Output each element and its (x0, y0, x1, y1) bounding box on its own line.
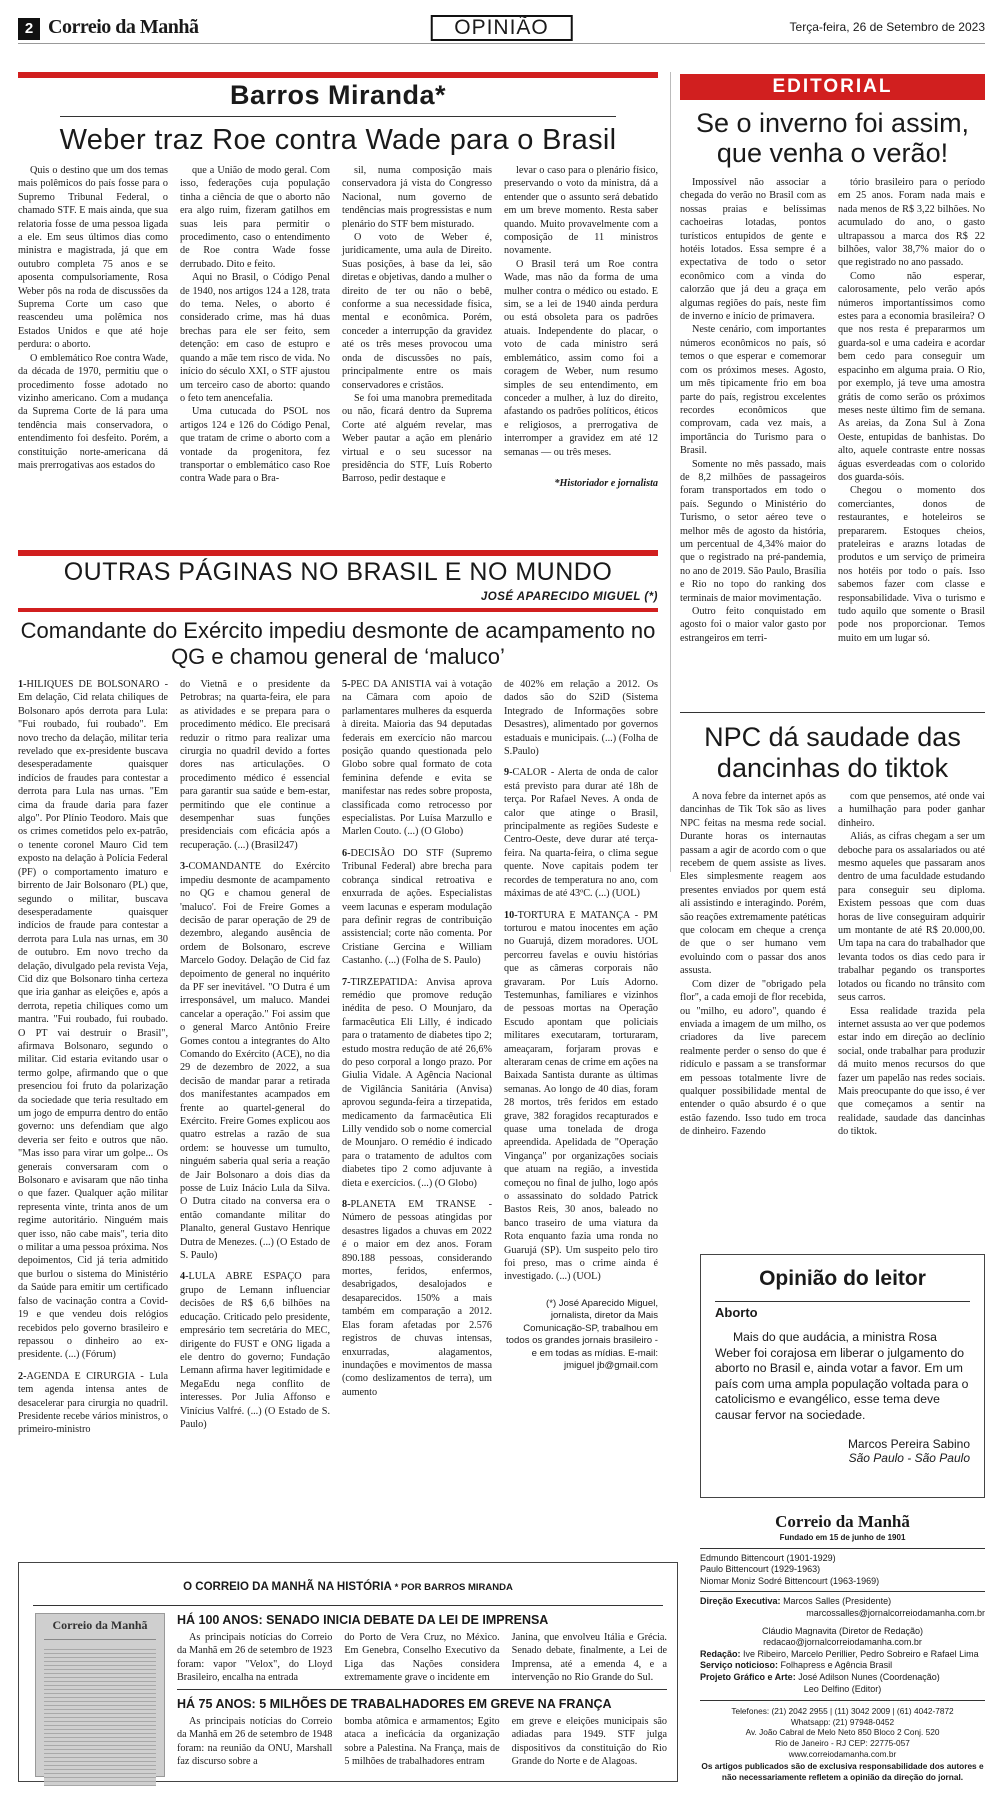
note-text: vai à votação na Câmara com apoio de parlamentares mulheres da esquerda à direita. Maioria das 94 deputadas federais em exercício não marcou posição quando questionada pelo Globo sobre qual formato de cota feminina defende e evita se manifestar nas redes sobre proposta, classificada como retrocesso por especialistas. Por Luísa Marzullo e Marlen Couto. (...) (O Globo) (342, 679, 492, 838)
divider (33, 1605, 663, 1606)
whatsapp-number: Whatsapp: (21) 97948-0452 (790, 1716, 895, 1727)
paragraph: Uma cutucada do PSOL nos artigos 124 e 126 do Código Penal, que tratam de crime o aborto com a vontade da progenitora, fez transportar o emblemático caso Roe contra Wade para o Bra- (180, 406, 330, 485)
article-author: Barros Miranda* (229, 80, 447, 110)
paragraph: A nova febre da internet após as dancinhas de Tik Tok são as lives NPC feitas na mesma rede social. Durante horas os internautas passam a agir de acordo com o que recebem de quem assiste as lives. Eles simplesmente reagem aos presentes enviados por quem está ali assistindo e interagindo. Porém, são reações extremamente patéticas que colocam em cheque a crença de que o ser humano vem evoluindo com o passar dos anos assusta. (680, 791, 826, 977)
note-number: 5- (342, 679, 351, 690)
red-rule (18, 608, 658, 612)
news-note (342, 847, 492, 968)
news-note (342, 1198, 492, 1399)
editorial-title: Se o inverno foi assim, que venha o verão! (695, 108, 970, 168)
paragraph: que a União de modo geral. Com isso, federações cuja população tinha a ciência de que o aborto não era algo ruim, fizeram gatilhos em suas leis para permitir o procedimento, caso o entendimento de Roe contra Wade fosse derrubado. Dito e feito. (180, 165, 330, 270)
paragraph: O emblemático Roe contra Wade, da década de 1970, permitiu que o procedimento fosse adotado no vizinho americano. Com a mudança da Suprema Corte de lá para uma tendência mais conservadora, o entendimento foi desfeito. Porém, a constituição norte-americana dá mais prerrogativas aos estados do (18, 352, 168, 471)
note-text: de 402% em relação a 2012. Os dados são do S2iD (Sistema Integrado de Informações sobre Desastres), alimentado por governos estaduais e municipais. (...) (Folha de S.Paulo) (504, 679, 658, 758)
news-note (504, 678, 658, 758)
staff-masthead: Correio da Manhã (775, 1512, 910, 1531)
founded-date: Fundado em 15 de junho de 1901 (779, 1533, 906, 1542)
divider (177, 1689, 667, 1690)
divider (60, 116, 616, 117)
reader-location: São Paulo - São Paulo (848, 1451, 970, 1465)
history-text: do Porto de Vera Cruz, no México. Em Genebra, Conselho Executivo da Liga das Nações considera extremamente grave o incidente em (344, 1632, 500, 1684)
article-title: Weber traz Roe contra Wade para o Brasil (59, 124, 617, 156)
note-heading: DECISÃO DO STF (350, 847, 444, 859)
notes-column-2 (180, 678, 330, 1439)
history-item-body (177, 1715, 667, 1769)
note-text: do Vietnã e o presidente da Petrobras; na quarta-feira, ele para as atividades e se prepara para o procedimento médico. Ele precisará reduzir o ritmo para realizar uma cirurgia no quadril devido a fortes dores nas articulações. O procedimento médico é essencial para garantir sua saúde e bem-estar, permitindo que ele continue a desempenhar suas funções presidenciais com eficácia após a recuperação. (...) (Brasil247) (180, 679, 330, 851)
news-note (504, 766, 658, 900)
issue-date: Terça-feira, 26 de Setembro de 2023 (789, 20, 985, 34)
note-number: 8- (342, 1199, 351, 1211)
founder: Niomar Moniz Sodré Bittencourt (1963-1969) (700, 1575, 880, 1586)
contact-block (700, 1706, 985, 1782)
history-item-1 (177, 1613, 667, 1685)
section-title: OUTRAS PÁGINAS NO BRASIL E NO MUNDO (63, 558, 613, 586)
history-item-title: HÁ 75 ANOS: 5 MILHÕES DE TRABALHADORES EM GREVE NA FRANÇA (177, 1697, 612, 1711)
staff-value: José Adilson Nunes (Coordenação) (798, 1671, 940, 1682)
section-label: OPINIÃO (430, 15, 573, 41)
staff-email[interactable]: marcossalles@jornalcorreiodamanha.com.br (806, 1607, 985, 1618)
section-headline: Comandante do Exército impediu desmonte de acampamento no QG e chamou general de ‘maluco’ (20, 618, 656, 669)
notes-column-3 (342, 678, 492, 1407)
history-text: Janina, que envolveu Itália e Grécia. Senado debate, finalmente, a Lei de Imprensa, até a emenda 4, e a intervenção no Rio Grande do Sul. (511, 1632, 667, 1684)
note-heading: AGENDA E CIRURGIA (26, 1370, 135, 1382)
note-number: 7- (342, 976, 351, 988)
staff-label: Serviço noticioso: (700, 1660, 779, 1671)
paragraph: Se foi uma manobra premeditada ou não, ficará dentro da Suprema Corte até alguém revelar, mas Weber pautar a ação em plenário virtual e o seu sucessor na presidência do STF, Luís Roberto Barroso, pedir destaque e (342, 392, 492, 485)
history-item-2 (177, 1697, 667, 1769)
note-number: 3- (180, 861, 189, 873)
note-heading: PEC DA ANISTIA (350, 679, 432, 690)
note-number: 4- (180, 1271, 189, 1283)
reader-opinion-title: Opinião do leitor (759, 1267, 926, 1290)
note-heading: HILIQUES DE BOLSONARO (26, 679, 160, 690)
red-rule (18, 550, 658, 556)
paragraph: Com dizer de "obrigado pela flor", a cada emoji de flor recebida, ou "milho, eu adoro", quando é enviada a imagem de um milho, os criadores da live parecem realmente perder o senso do que é ridículo e passam a se transformar em pessoas totalmente livre de qualquer possibilidade mental de entender o quão absurdo é o que estão fazendo. Isso tudo em troca de dinheiro. Fazendo (680, 978, 826, 1138)
staff-value: Folhapress e Agência Brasil (780, 1660, 893, 1671)
staff-value: Leo Delfino (Editor) (803, 1683, 882, 1694)
founder: Paulo Bittencourt (1929-1963) (700, 1564, 821, 1575)
editorial-tag: EDITORIAL (680, 74, 985, 100)
note-text: - Lula tem agenda intensa antes de desacelerar para cirurgia no quadril. Presidente recebe vários ministros, o primeiro-ministro (18, 1370, 168, 1436)
staff-value: Marcos Salles (Presidente) (783, 1596, 892, 1607)
history-header (19, 1581, 677, 1593)
paragraph: Aliás, as cifras chegam a ser um deboche para os assalariados ou até mesmo aqueles que passaram anos dentro de uma faculdade estudando para conseguir seu diploma. Existem pessoas que com duas horas de live conseguiram adquirir um montante de até R$ 20.000,00. Um tapa na cara do trabalhador que levanta todos os dias cedo para ir trabalhar pegando os transportes lotados ou ficando no trânsito com seus carros. (838, 831, 985, 1004)
editorial-column-1 (680, 176, 826, 645)
note-text: (Supremo Tribunal Federal) abre brecha para cobrança sindical retroativa e enxurrada de ações. Especialistas veem lacunas e esperam modulação para definir regras de contribuição assistencial; corte não comenta. Por Cristiane Gercina e William Castanho. (...) (Folha de S. Paulo) (342, 847, 492, 967)
note-text: - Alerta de onda de calor está previsto para durar até 18h de terça. Por Rafael Neves. A onda de calor que atinge o Brasil, principalmente as regiões Sudeste e Centro-Oeste, deve durar até terça-feira. Na quarta-feira, o clima segue quente. Nove capitais podem ter recordes de temperatura no ano, com máximas de até 43ºC. (...) (UOL) (504, 767, 658, 900)
staff-box (700, 1512, 985, 1792)
history-text: As principais notícias do Correio da Manhã em 26 de setembro de 1948 foram: na reunião da ONU, Marshall faz discurso sobre a (177, 1716, 333, 1768)
article-column-2 (180, 164, 330, 486)
paragraph: levar o caso para o plenário físico, preservando o voto da ministra, dá a entender que o assunto será debatido em um breve momento. Resta saber quando. Muito provavelmente com a composição de 11 ministros novamente. (504, 165, 658, 257)
byline: JOSÉ APARECIDO MIGUEL (*) (480, 591, 658, 603)
news-note (504, 909, 658, 1284)
note-heading: TIRZEPATIDA (350, 976, 415, 988)
note-text: - PM torturou e matou inocentes em ação no Guarujá, dizem moradores. UOL percorreu favelas e ouviu histórias que as câmeras corporais não gravaram. Por Luís Adorno. Testemunhas, familiares e vizinhos de pessoas mortas na Operação Escudo apontam que policiais militares executaram, torturaram, ameaçaram, forjaram provas e alteraram cenas de crime em ações na Baixada Santista durante as últimas semanas. Ao longo de 40 dias, foram 28 mortos, três feridos em estado grave, 382 foragidos recapturados e quase uma tonelada de droga apreendida. Apelidada de "Operação Vingança" por organizações sociais que atuam na região, a investida começou no final de julho, logo após o assassinato do soldado Patrick Bastos Reis, 30 anos, baleado no banco traseiro de uma viatura da Rota enquanto fazia uma ronda no Guarujá (SP). Um suspeito pelo tiro foi preso, mas o crime ainda é investigado. (...) (UOL) (504, 909, 658, 1283)
editorial-column-2 (838, 176, 985, 645)
history-text: bomba atômica e armamentos; Egito ataca a ineficácia da organização sobre a Palestina. Na França, mais de 5 milhões de trabalhadores entram (344, 1716, 500, 1768)
npc-title: NPC dá saudade das dancinhas do tiktok (704, 722, 961, 783)
news-note (180, 1270, 330, 1431)
paragraph: Aqui no Brasil, o Código Penal de 1940, nos artigos 124 a 128, trata do tema. Neles, o aborto é considerado crime, mas há duas brechas para ele ser feito, sem detenção: em caso de estupro e quando a mãe tem risco de vida. No início do século XXI, o STF ajustou um terceiro caso de aborto: quando o feto tem anencefalia. (180, 272, 330, 404)
note-heading: CALOR (512, 767, 548, 779)
old-newspaper-clipping-image (35, 1613, 165, 1777)
reader-opinion-subject: Aborto (715, 1305, 758, 1320)
paragraph: O Brasil terá um Roe contra Wade, mas não da forma de uma mulher contra o médico ou estado. E sim, se a lei de 1940 ainda perdura ou está obsoleta para os padrões atuais. Independente do placar, o voto de cada ministro será emblemático, assim como foi a coragem de Weber, num resumo simples de seu entendimento, em conceder a mulher, à luz do direito, afastando os padrões políticos, éticos e religiosos, a prerrogativa de interromper a gravidez em até 12 semanas — ou três meses. (504, 258, 658, 458)
disclaimer: Os artigos publicados são de exclusiva responsabilidade dos autores e não necessariamente refletem a opinião da direção do jornal. (701, 1761, 984, 1782)
news-note (18, 678, 168, 1362)
paragraph: Como não esperar, calorosamente, pelo verão após números importantíssimos como estes para a economia brasileira? O que nos resta é prepararmos um guarda-sol e uma cadeira e acordar bem cedo para conseguir um espacinho em alguma praia. O Rio, por exemplo, já teve uma amostra grátis de como serão os próximos meses neste último fim de semana. As areias, da Zona Sul à Zona Oeste, entupidas de banhistas. Do alto, aquele contraste entre nossas águas esverdeadas com o colorido dos guarda-sóis. (838, 270, 985, 483)
history-item-title: HÁ 100 ANOS: SENADO INICIA DEBATE DA LEI DE IMPRENSA (177, 1613, 549, 1627)
note-heading: LULA ABRE ESPAÇO (188, 1271, 302, 1283)
clipping-masthead: Correio da Manhã (52, 1618, 148, 1632)
staff-label: Redação: (700, 1648, 741, 1659)
phone-numbers: Telefones: (21) 2042 2955 | (11) 3042 2009 | (61) 4042-7872 (731, 1706, 954, 1717)
staff-label: Projeto Gráfico e Arte: (700, 1671, 796, 1682)
page-number: 2 (18, 18, 40, 40)
reader-name: Marcos Pereira Sabino (847, 1437, 970, 1451)
note-text: do Exército impediu desmonte de acampamento no QG e chamou general de 'maluco'. Foi de Freire Gomes a decisão de parar operação de 29 de dezembro, alegando ausência de ordem de Bolsonaro, escreve Marcelo Godoy. Delação de Cid faz depoimento de general no inquérito da PF ser inevitável. "O Dutra é um irresponsável, um maluco. Mandei cancelar a operação." Foi assim que o general Marco Antônio Freire Gomes contou a integrantes do Alto Comando do Exército (ACE), no dia 29 de dezembro de 2022, a sua decisão de mandar parar a retirada dos manifestantes acampados em frente ao quartel-general do Exército. Freire Gomes explicou aos quatro estrelas a razão de sua ordem: se houvesse um tumulto, ninguém saberia qual seria a reação de Jair Bolsonaro a dois dias da posse de Luiz Inácio Lula da Silva. O Dutra citado na conversa era o então comandante militar do Planalto, general Gustavo Henrique Dutra de Menezes. (...) (O Estado de S. Paulo) (180, 861, 330, 1262)
red-rule (18, 72, 658, 78)
note-heading: PLANETA EM TRANSE (350, 1199, 476, 1211)
paragraph: Neste cenário, com importantes números econômicos no país, só temos o que esperar e comemorar com os próximos meses. Agosto, um mês tipicamente frio em boa parte do país, registrou excelentes recordes econômicos que comprovam, cada vez mais, a importância do Turismo para o Brasil. (680, 324, 826, 457)
staff-value: Ive Ribeiro, Marcelo Perillier, Pedro Sobreiro e Rafael Lima (743, 1648, 979, 1659)
founder: Edmundo Bittencourt (1901-1929) (700, 1552, 836, 1563)
history-text: em greve e eleições municipais são adiadas para 1949. STF julga dispositivos da constituição do Rio Grande do Norte e de Alagoas. (511, 1716, 667, 1768)
staff-email[interactable]: redacao@jornalcorreiodamanha.com.br (763, 1637, 922, 1648)
paragraph: O voto de Weber é, juridicamente, uma aula de Direito. Suas posições, à base da lei, são diretas e objetivas, dando a mulher o direito de ter ou não o bebê, conforme a sua necessidade física, mental e econômica. Porém, conceder a interrupção da gravidez até os três meses provocou uma onda de discussões no país, principalmente entre os mais conservadores e cristãos. (342, 232, 492, 391)
reader-opinion-box (700, 1254, 985, 1498)
staff-value: Cláudio Magnavita (Diretor de Redação) (761, 1625, 924, 1636)
address: Av. João Cabral de Melo Neto 850 Bloco 2 Conj. 520 (745, 1727, 940, 1738)
history-title: O CORREIO DA MANHÃ NA HISTÓRIA (183, 1581, 392, 1593)
history-byline: * POR BARROS MIRANDA (394, 1582, 513, 1593)
city: Rio de Janeiro - RJ CEP: 22775-057 (775, 1737, 910, 1748)
reader-opinion-text: Mais do que audácia, a ministra Rosa Weber foi corajosa em liberar o julgamento do aborto no Brasil e, ainda votar a favor. Em um país com uma ampla população voltada para o catolicismo e evangélico, esse tema deve causar fervor na sociedade. (715, 1330, 969, 1422)
note-text: : Anvisa aprova remédio que promove redução inédita de peso. O Mounjaro, da farmacêutica Eli Lilly, é indicado para o tratamento de diabetes tipo 2; estudo mostra redução de até 26,6% do peso corporal a longo prazo. Por Giulia Vidale. A Agência Nacional de Vigilância Sanitária (Anvisa) aprovou segunda-feira a tirzepatida, medicamento da farmacêutica Eli Lilly vendido sob o nome comercial de Mounjaro. O remédio é indicado para o tratamento de adultos com diabetes tipo 2 como adjuvante à dieta e exercícios. (...) (O Globo) (342, 976, 492, 1189)
paragraph: Chegou o momento dos comerciantes, donos de restaurantes, e hoteleiros se prepararem. Estoques cheios, prateleiras e arazns lotadas de produtos e um serviço de primeira nos hotéis por todo o país. Isso sabemos fazer com classe e responsabilidade. Viva o turismo e tudo aquilo que somente o Brasil pode nos proporcionar. Temos muito em um lugar só. (838, 485, 985, 644)
news-note (18, 1370, 168, 1437)
article-footnote: *Historiador e jornalista (554, 477, 658, 489)
staff-label: Direção Executiva: (700, 1596, 781, 1607)
npc-column-1 (680, 790, 826, 1139)
notes-column-4 (504, 678, 658, 1373)
notes-column-1 (18, 678, 168, 1445)
history-item-body (177, 1631, 667, 1685)
history-box (18, 1562, 678, 1782)
article-column-4 (504, 164, 658, 490)
page-header (18, 14, 985, 44)
article-column-3 (342, 164, 492, 486)
newspaper-name: Correio da Manhã (48, 16, 199, 38)
note-text: para grupo de Lemann influenciar decisões de R$ 6,6 bilhões na educação. Criticado pelo presidente, empresário tem secretária do MEC, dirigente do FUST e ONG ligada a ele dentro do governo; Fundação Lemann afirma haver legitimidade e MegaEdu nega conflito de interesses. Por Julia Affonso e Vinícius Valfré. (...) (O Estado de S. Paulo) (180, 1271, 330, 1430)
npc-column-2 (838, 790, 985, 1139)
paragraph: com que pensemos, até onde vai a humilhação para poder ganhar dinheiro. (838, 791, 985, 829)
news-note (342, 678, 492, 839)
divider (680, 712, 985, 713)
paragraph: Quis o destino que um dos temas mais polêmicos do país fosse para o Supremo Tribunal Federal, o chamado STF. E mais ainda, que sua relatoria fosse de uma pessoa ligada a ele. Em seus últimos dias como ministra e magistrada, já que em outubro completa 75 anos e se aposenta compulsoriamente, Rosa Weber pôs na roda de discussões da Suprema Corte um caso que reascendeu uma polêmica nos Estados Unidos e que até hoje perdura: o aborto. (18, 165, 168, 351)
website-link[interactable]: www.correiodamanha.com.br (788, 1748, 897, 1759)
note-number: 1- (18, 679, 27, 690)
paragraph: Essa realidade trazida pela internet assusta ao ver que podemos estar indo em direção ao declínio social, onde trabalhar para produzir dá muito menos recursos do que fazer um papelão nas redes sociais. Mais preocupante do que isso, é ver que começamos a sentir na realidade, saudade das dancinhas do tiktok. (838, 1005, 985, 1138)
note-number: 9- (504, 767, 513, 779)
note-heading: COMANDANTE (188, 861, 261, 873)
news-note (342, 976, 492, 1191)
note-number: 2- (18, 1370, 27, 1382)
paragraph: Outro feito conquistado em agosto foi o maior valor gasto por estrangeiros em terri- (680, 606, 826, 644)
note-heading: TORTURA E MATANÇA (517, 909, 630, 921)
paragraph: Somente no mês passado, mais de 8,2 milhões de passageiros foram transportados em todo o país. Segundo o Ministério do Turismo, o setor aéreo teve o melhor mês de agosto da história, um percentual de 4,34% maior do que o registrado na pré-pandemia, no ano de 2019. São Paulo, Brasília e Rio no topo do ranking dos terminais de maior movimentação. (680, 458, 826, 604)
divider (715, 1301, 970, 1302)
column-rule (670, 72, 671, 872)
paragraph: Impossível não associar a chegada do verão no Brasil com as nossas praias e belíssimas cachoeiras lotadas, pontos turísticos entupidos de gente e hotéis lotados. Essa sempre é a expectativa de todo o setor econômico com a vinda do calorzão que já deu a graça em algumas regiões do país, neste fim de inverno e início de primavera. (680, 177, 826, 323)
paragraph: sil, numa composição mais conservadora já vista do Congresso Nacional, num governo de tendências mais progressistas e num plenário do STF bem misturado. (342, 165, 492, 230)
note-number: 6- (342, 847, 351, 859)
note-text: - Em delação, Cid relata chiliques de Bolsonaro após derrota para Lula: "Fui roubado, fui roubado". Em novo trecho da delação, militar teria revelado que ex-presidente buscava desesperadamente quaisquer indícios de fraudes para contestar a derrota para Lula nas urnas. "Em cima da fraude daria para fazer algo". Por Plínio Teodoro. Mais que os crimes cometidos pelo ex-patrão, o tenente coronel Mauro Cid tem exposto na delação à Polícia Federal (PF) o comportamento imaturo e birrento de Jair Bolsonaro (PL) que, segundo o militar, buscava desesperadamente quaisquer indícios de fraude para contestar a derrota para Lula nas urnas, em 30 de outubro. Em novo trecho da delação, divulgado pela revista Veja, Cid diz que Bolsonaro tinha certeza que iria ganhar as eleições e, após a derrota, repetia chiliques como um mantra. "Fui roubado, fui roubado. O PT vai destruir o Brasil", afirmava Bolsonaro, segundo o militar. Cid estaria evitando usar o termo golpe, afirmando que o que presenciou foi fruto da polarização da sociedade que teria resultado em um jogo de empurra dentro do então governo: uns defendiam que algo deveria ser feito e outros que não. "Mas isso para virar um golpe... Os generais conversaram com o Bolsonaro e avisaram que não tinha o que fazer. Qualquer ação militar representa vinte, trinta anos de um regime autoritário. Ninguém mais quer isso, não cabe mais", teria dito o militar a uma pessoa próxima. Nos depoimentos, Cid já teria admitido que burlou o sistema do Ministério da Saúde para emitir um certificado falso de vacinação contra a Covid-19 e que vendeu dois relógios recebidos pelo governo brasileiro e repassou o dinheiro ao ex-presidente. (...) (Fórum) (18, 679, 168, 1361)
news-note (180, 678, 330, 852)
paragraph: tório brasileiro para o período em 25 anos. Foram nada mais e nada menos de R$ 3,22 bilhões. No acumulado do ano, o gasto ultrapassou a marca dos R$ 22 bilhões, valor 38,7% maior do o que registrado no ano passado. (838, 177, 985, 269)
history-text: As principais notícias do Correio da Manhã em 26 de setembro de 1923 foram: vapor "Velox", do Lloyd Brasileiro, encalha na entrada (177, 1632, 333, 1684)
note-text: - Número de pessoas atingidas por desastres ligados a chuvas em 2022 é o maior em dez anos. Foram 890.188 pessoas, considerando mortes, feridos, enfermos, desabrigados, desalojados e desaparecidos. 150% a mais também em comparação a 2012. Elas foram afetadas por 2.576 registros de chuvas intensas, enxurradas, alagamentos, inundações e movimentos de massa (como deslizamentos de terra), um aumento (342, 1199, 492, 1398)
note-number: 10- (504, 909, 518, 921)
news-note (180, 860, 330, 1262)
article-column-1 (18, 164, 168, 472)
section-footnote: (*) José Aparecido Miguel, jornalista, diretor da Mais Comunicação-SP, trabalhou em todos os grandes jornais brasileiro - e em todas as mídias. E-mail: jmiguel jb@gmail.com (506, 1297, 658, 1372)
